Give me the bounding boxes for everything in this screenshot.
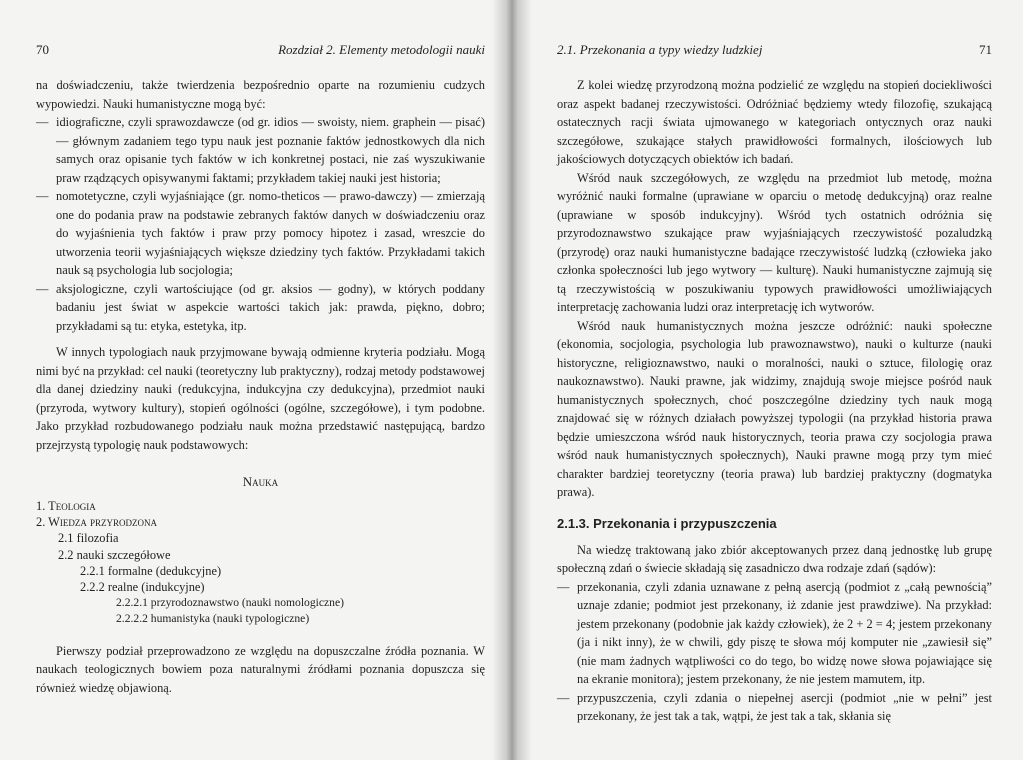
list-item-text: przekonania, czyli zdania uznawane z pełną asercją (podmiot z „całą pewnością” uznaje zdanie; podmiot jest przekonany, iż zdanie jest prawdziwe). Na przykład: jestem przekonany (podobnie jak każdy człowiek), że 2 + 2 = 4; jestem przekonany (ja i nikt inny), że w chwili, gdy piszę te słowa mój komputer nie „zawiesił się” (nie mam żadnych wątpliwości co do tego, bo widzę nowe słowa pojawiające się na ekranie monitora); jestem przekonany, że nie jestem mamutem, itp. (577, 579, 992, 686)
list-item (557, 578, 992, 689)
outline-item: 2.2 nauki szczegółowe (58, 547, 171, 562)
list-item (557, 689, 992, 726)
running-head-title: 2.1. Przekonania a typy wiedzy ludzkiej (557, 42, 763, 57)
paragraph: Na wiedzę traktowaną jako zbiór akceptowanych przez daną jednostkę lub grupę społeczną zdań o świecie składają się zasadniczo dwa rodzaje zdań (sądów): (557, 542, 992, 575)
section-heading: 2.1.3. Przekonania i przypuszczenia (557, 515, 777, 531)
outline-title: Nauka (242, 474, 279, 489)
dash-marker: — (36, 115, 49, 129)
dash-marker: — (36, 189, 49, 203)
page-number: 71 (979, 42, 992, 57)
list-item (36, 187, 485, 280)
left-page (0, 0, 511, 760)
outline-item: 2.2.2.1 przyrodoznawstwo (nauki nomologiczne) (116, 596, 344, 610)
list-item-text: idiograficzne, czyli sprawozdawcze (od gr. idios — swoisty, niem. graphein — pisać) — głównym zadaniem tego typu nauk jest poznanie faktów jednostkowych dla nich samych oraz opisanie tych faktów w ich konkretnej postaci, nie zaś wyszukiwanie praw rządzących opisywanymi faktami; przykładem takiej nauki jest historia; (56, 115, 485, 185)
list-item-text: przypuszczenia, czyli zdania o niepełnej asercji (podmiot „nie w pełni” jest przekonany, że jest tak a tak, wątpi, że jest tak a tak, skłania się (577, 690, 992, 723)
outline-item: 2.1 filozofia (58, 531, 119, 546)
list-item-text: nomotetyczne, czyli wyjaśniające (gr. nomo-theticos — prawo-dawczy) — zmierzają one do podania praw na podstawie zebranych faktów danych w doświadczeniu oraz do wyjaśnienia tych faktów i praw przy pomocy hipotez i zasad, wreszcie do utworzenia teorii wyjaśniających większe dziedziny tych faktów. Przykładami takich nauk są psychologia lub socjologia; (56, 189, 485, 277)
paragraph: na doświadczeniu, także twierdzenia bezpośrednio oparte na rozumieniu cudzych wypowiedzi. Nauki humanistyczne mogą być: (36, 78, 485, 111)
dash-marker: — (36, 281, 49, 296)
dash-marker: — (557, 690, 570, 705)
list-item (36, 280, 485, 336)
paragraph: W innych typologiach nauk przyjmowane bywają odmienne kryteria podziału. Mogą nimi być na przykład: cel nauki (teoretyczny lub praktyczny), rodzaj metody podstawowej dla danej dziedziny nauki (redukcyjna, indukcyjna czy dedukcyjna), przedmiot nauki (przyroda, wytwory kultury), stopień ogólności (ogólne, szczegółowe), i tym podobne. Jako przykład rozbudowanego podziału nauk można przedstawić następującą, bardzo przejrzystą typologię nauk podstawowych: (36, 345, 485, 452)
list-item-text: aksjologiczne, czyli wartościujące (od gr. aksios — godny), w których poddany badaniu jest świat w aspekcie wartości takich jak: prawda, piękno, dobro; przykładami są tu: etyka, estetyka, itp. (56, 281, 485, 333)
typology-outline (36, 498, 485, 628)
paragraph: Pierwszy podział przeprowadzono ze względu na dopuszczalne źródła poznania. W naukach teologicznych bowiem poza naturalnymi źródłami poznania dopuszcza się również wiedzę objawioną. (36, 643, 485, 695)
dash-marker: — (557, 579, 570, 594)
outline-item: 2.2.1 formalne (dedukcyjne) (80, 563, 222, 578)
running-header-right (557, 42, 992, 60)
right-page (511, 0, 1022, 760)
paragraph: Z kolei wiedzę przyrodzoną można podzielić ze względu na stopień dociekliwości oraz aspekt badanej rzeczywistości. Odróżniać będziemy wtedy filozofię, szukającą ostatecznych racji świata ujmowanego w kategoriach ontycznych oraz nauki szczegółowe, szukające stałych prawidłowości formalnych, ilościowych lub jakościowych dotyczących obiektów ich badań. (557, 78, 992, 166)
outline-item: 1. Teologia (36, 499, 96, 513)
running-header-left (36, 42, 485, 60)
outline-item: 2. Wiedza przyrodzona (36, 515, 157, 530)
outline-item: 2.2.2 realne (indukcyjne) (80, 580, 205, 595)
list-item (36, 113, 485, 187)
page-number: 70 (36, 42, 49, 57)
outline-item: 2.2.2.2 humanistyka (nauki typologiczne) (116, 612, 310, 626)
paragraph: Wśród nauk humanistycznych można jeszcze odróżnić: nauki społeczne (ekonomia, socjologia, psychologia lub prawoznawstwo), nauki o kulturze (nauki historyczne, religioznawstwo, nauki o moralności, nauki o sztuce, filologię oraz naukoznawstwo). Nauki prawne, jak widzimy, znajdują swoje miejsce pośród nauk humanistycznych społecznych, choć poszczególne dziedziny tych nauk mogą znajdować się w różnych działach powyższej typologii (na przykład historia prawa będzie umieszczona wśród nauk historycznych, teoria prawa czy socjologia prawa wśród nauk humanistycznych społecznych), Nauki prawne mogą przy tym mieć charakter bardziej teoretyczny (teoria prawa) lub bardziej praktyczny (dogmatyka prawa). (557, 318, 992, 499)
running-head-title: Rozdział 2. Elementy metodologii nauki (278, 42, 485, 57)
paragraph: Wśród nauk szczegółowych, ze względu na przedmiot lub metodę, można wyróżnić nauki formalne (uprawiane w oparciu o metodę dedukcyjną) oraz realne (uprawiane w sposób indukcyjny). Wśród tych ostatnich odróżnia się przyrodoznawstwo szukające praw wyjaśniających rzeczywistość pozaludzką (przyrodę) oraz nauki humanistyczne badające rzeczywistość ludzką (człowieka jako członka społeczności lub jego wytwory — kulturę). Nauki humanistyczne zajmują się tą rzeczywistością w poszukiwaniu typowych prawidłowości umożliwiających interpretację zachowania ludzi oraz interpretację ich wytworów. (557, 170, 992, 314)
